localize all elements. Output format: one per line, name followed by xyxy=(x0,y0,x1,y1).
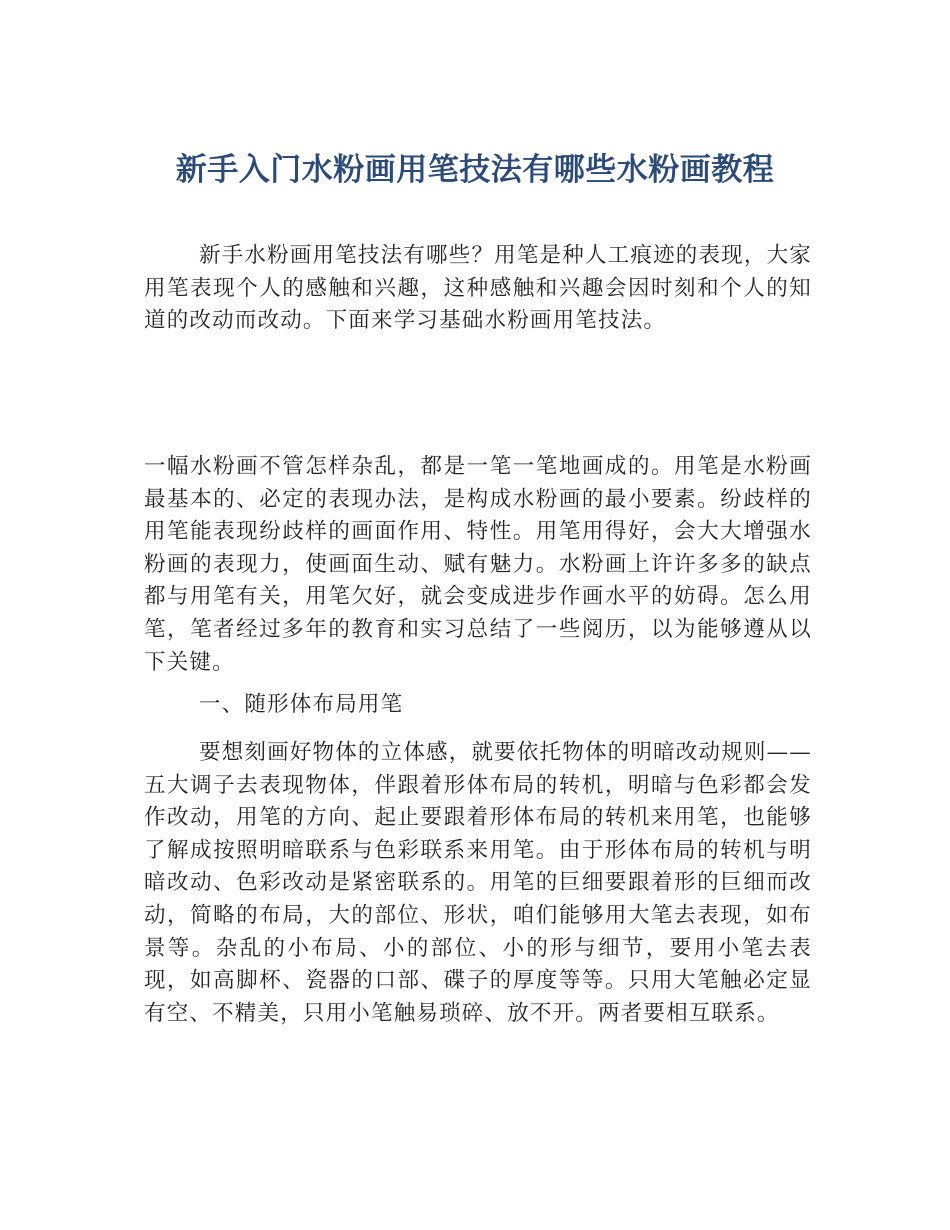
section-paragraph: 要想刻画好物体的立体感，就要依托物体的明暗改动规则——五大调子去表现物体，伴跟着形体布局的转机，明暗与色彩都会发作改动，用笔的方向、起止要跟着形体布局的转机来用笔，也能够了解成按照明暗联系与色彩联系来用笔。由于形体布局的转机与明暗改动、色彩改动是紧密联系的。用笔的巨细要跟着形的巨细而改动，简略的布局，大的部位、形状，咱们能够用大笔去表现，如布景等。杂乱的小布局、小的部位、小的形与细节，要用小笔去表现，如高脚杯、瓷器的口部、碟子的厚度等等。只用大笔触必定显有空、不精美，只用小笔触易琐碎、放不开。两者要相互联系。 xyxy=(144,740,812,1026)
section-heading: 一、随形体布局用笔 xyxy=(199,692,404,717)
main-paragraph: 一幅水粉画不管怎样杂乱，都是一笔一笔地画成的。用笔是水粉画最基本的、必定的表现办法，是构成水粉画的最小要素。纷歧样的用笔能表现纷歧样的画面作用、特性。用笔用得好，会大大增强水粉画的表现力，使画面生动、赋有魅力。水粉画上许许多多的缺点都与用笔有关，用笔欠好，就会变成进步作画水平的妨碍。怎么用笔，笔者经过多年的教育和实习总结了一些阅历，以为能够遵从以下关键。 xyxy=(144,454,812,675)
intro-paragraph: 新手水粉画用笔技法有哪些？用笔是种人工痕迹的表现，大家用笔表现个人的感触和兴趣，这种感触和兴趣会因时刻和个人的知道的改动而改动。下面来学习基础水粉画用笔技法。 xyxy=(144,243,812,334)
document-title: 新手入门水粉画用笔技法有哪些水粉画教程 xyxy=(175,152,775,188)
